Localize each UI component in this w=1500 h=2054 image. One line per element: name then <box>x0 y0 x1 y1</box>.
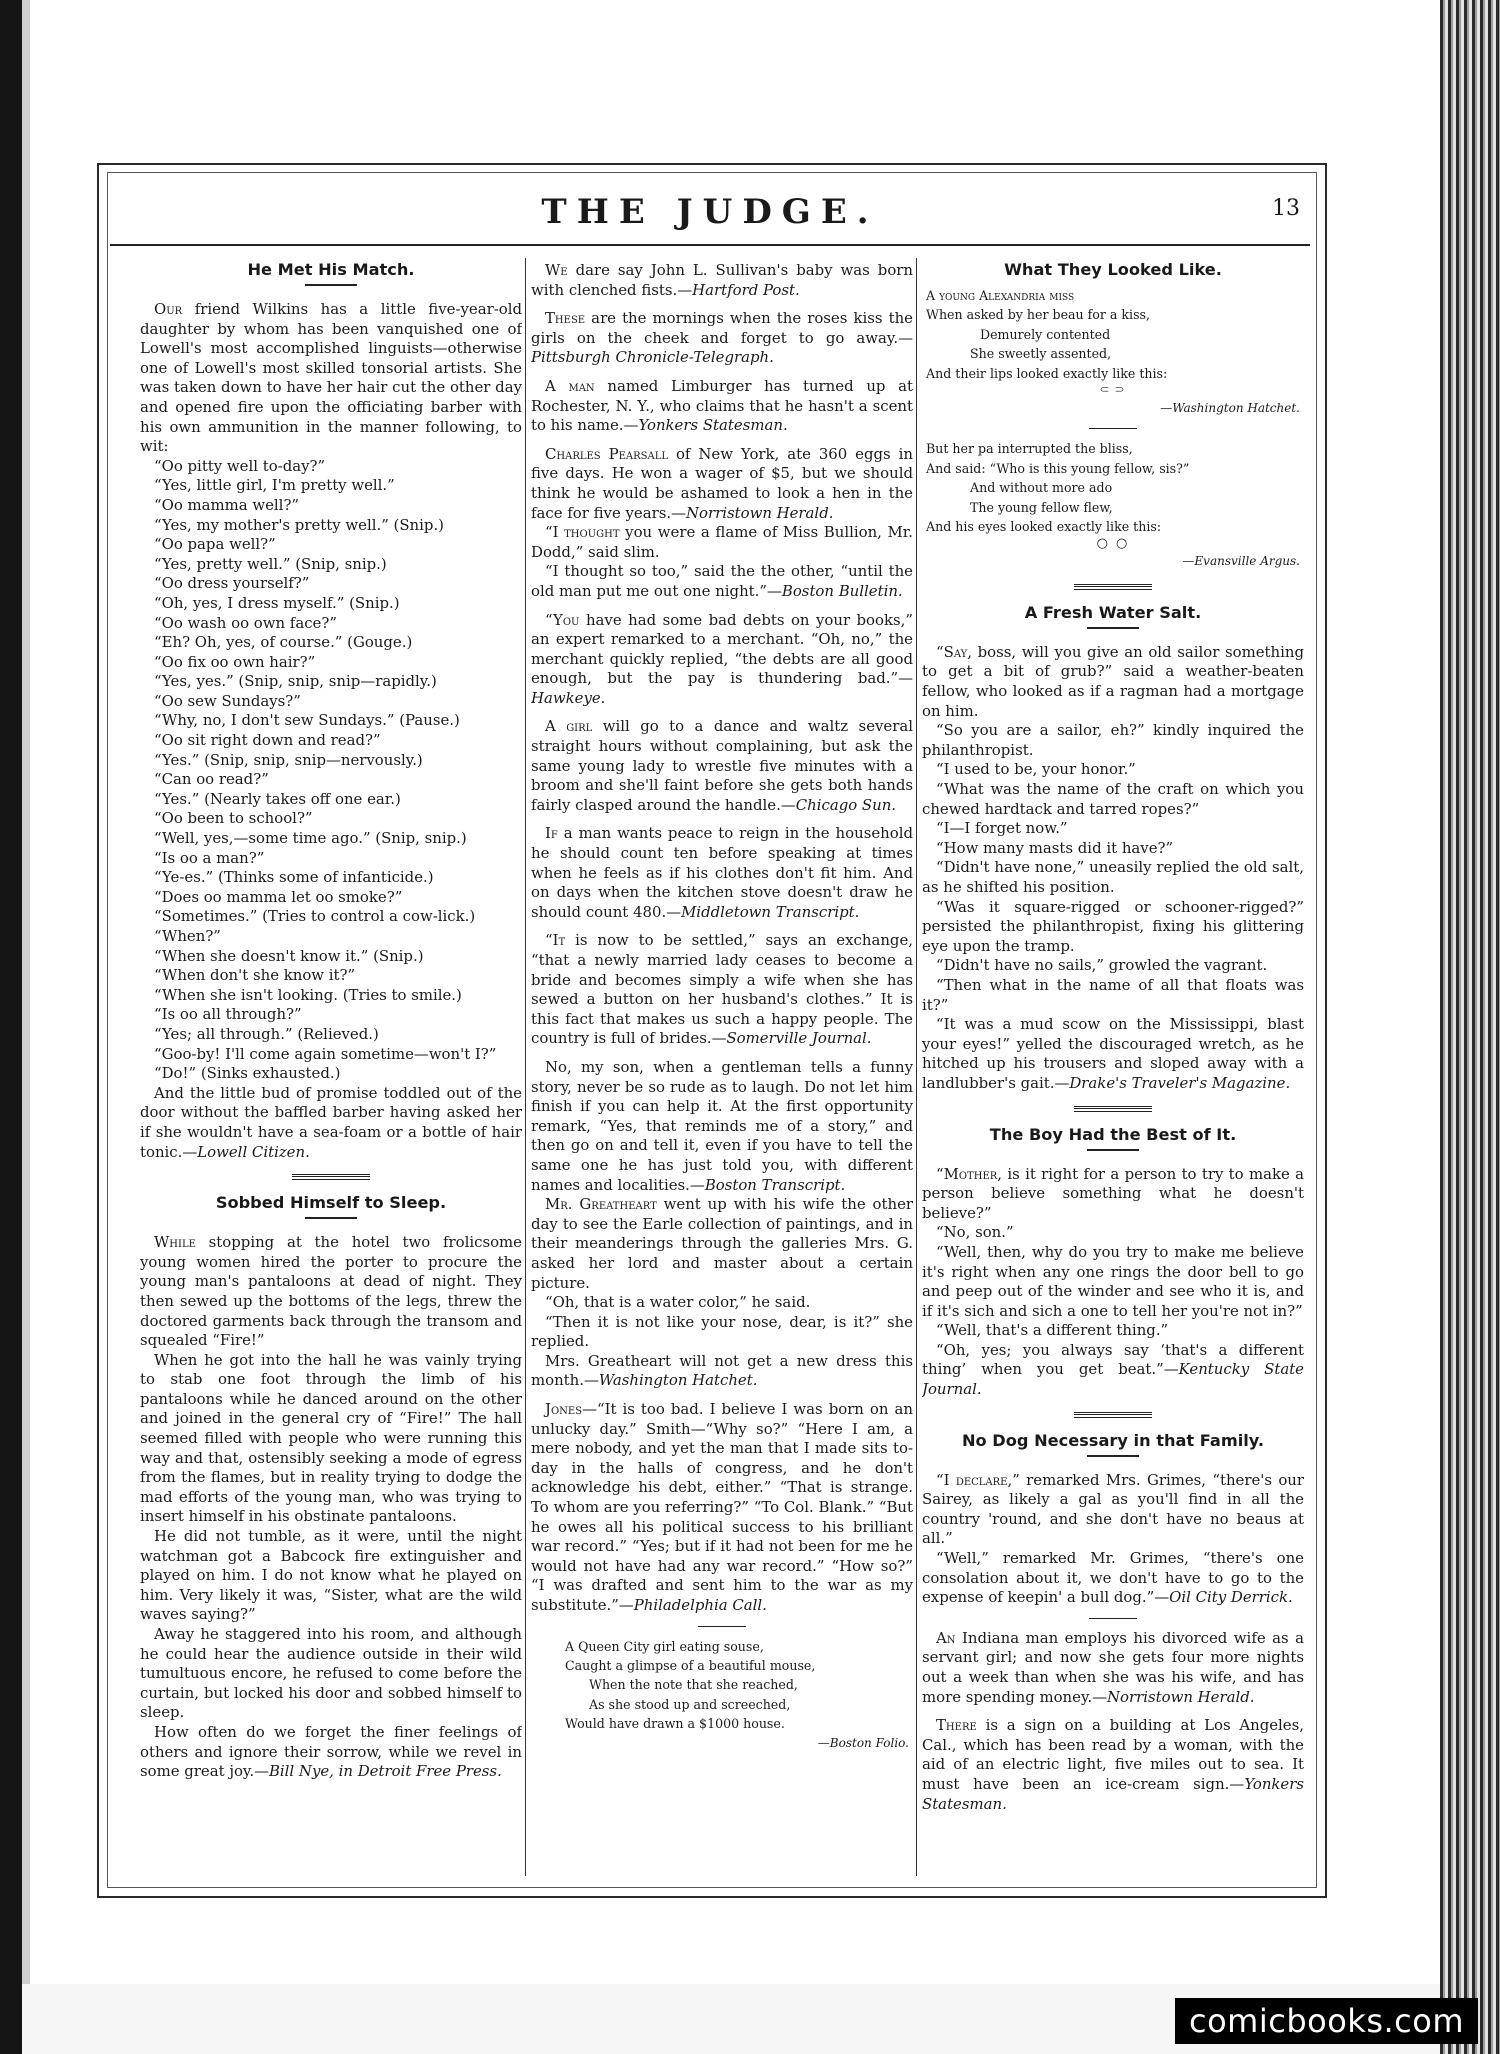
poem-line: And their lips looked exactly like this: <box>926 365 1168 381</box>
section-separator <box>292 1174 370 1180</box>
lead-word: A man <box>545 376 595 395</box>
paragraph-text: went up with his wife the other day to see the Earle collection of paintings, and in their meanderings through the galleries Mrs. G. asked her lord and master about a certain picture. <box>531 1195 913 1292</box>
paragraph-text: “Well,” remarked Mr. Grimes, “there's one consolation about it, we don't have to go to the expense of keepin' a bull dog.”— <box>922 1549 1304 1607</box>
masthead-title: THE JUDGE. <box>541 192 879 232</box>
source-credit: Boston Transcript. <box>704 1175 846 1194</box>
paragraph-text: boss, will you give an old sailor something to get a bit of grub?” said a weather-beaten fellow, who looked as if a ragman had a mortgage on him. <box>922 642 1304 720</box>
source-credit: Philadelphia Call. <box>633 1596 767 1614</box>
dialogue-line: “Oo fix oo own hair?” <box>154 652 316 671</box>
article-paragraph <box>922 858 1304 897</box>
article-paragraph <box>531 377 913 436</box>
dialogue-line: “Yes.” (Nearly takes off one ear.) <box>154 789 401 808</box>
poem-line-text: A young Alexandria miss <box>926 288 1075 303</box>
dialogue-line: “When?” <box>154 927 221 945</box>
column-1 <box>140 252 522 1880</box>
heading-rule <box>1087 627 1139 629</box>
book-binding-edge <box>1440 0 1500 2054</box>
paragraph-text: No, my son, when a gentleman tells a funny story, never be so rude as to laugh. Do not let him finish if you can help it. At the first opportunity remark, “Yes, that reminds me of a story,” and then go on and tell it, even if you have to tell the same one he has just told you, with different names and localities.— <box>531 1057 913 1194</box>
dialogue-line: “Sometimes.” (Tries to control a cow-lick.) <box>154 907 476 926</box>
article-paragraph <box>140 1084 522 1162</box>
article-paragraph <box>922 898 1304 957</box>
dialogue-lines <box>922 1165 1304 1341</box>
article-paragraph <box>922 643 1304 721</box>
dialogue-line: “Do!” (Sinks exhausted.) <box>154 1064 341 1083</box>
dialogue-line: “When don't she know it?” <box>154 966 356 985</box>
article-heading: No Dog Necessary in that Family. <box>961 1430 1265 1450</box>
article-heading: The Boy Had the Best of It. <box>989 1124 1237 1144</box>
paragraph-text: “Well, then, why do you try to make me believe it's right when any one rings the door bell to go and peep out of the winder and see who it is, and if it's sich and sich a one to tell her you're not in?” <box>922 1242 1304 1320</box>
dialogue-line: “Oo wash oo own face?” <box>154 613 337 632</box>
poem-line: And his eyes looked exactly like this: <box>926 519 1162 535</box>
paragraph-text: is a sign on a building at Los Angeles, Cal., which has been read by a woman, with the aid of an electric light, five miles out to sea. It must have been an ice-cream sign.— <box>922 1716 1304 1793</box>
article-heading: A Fresh Water Salt. <box>1024 602 1202 622</box>
paragraph-text: is now to be settled,” says an exchange, “that a newly married lady ceases to become a bride and becomes simply a wife when she has sewed a button on her husband's clothes.” It is this fact that makes us such a happy people. The country is full of brides.— <box>531 931 913 1048</box>
dialogue-line: “Is oo a man?” <box>154 848 265 867</box>
paragraph-text: —“It is too bad. I believe I was born on an unlucky day.” Smith—“Why so?” “Here I am, a mere nobody, and yet the man that I made sits to-day in the halls of congress, and he don't acknowledge his debt, either.” “That is strange. To whom are you referring?” “To Col. Blank.” “But he owes all his political success to his brilliant war record.” “Yes; but if it had not been for me he would not have had any war record.” “How so?” “I was drafted and sent him to the war as my substitute.”— <box>531 1400 913 1614</box>
poem-line: Would have drawn a $1000 house. <box>565 1716 785 1732</box>
poem-line: Demurely contented <box>980 326 1111 342</box>
article-paragraph <box>531 1313 913 1352</box>
paragraph-text: “Didn't have no sails,” growled the vagrant. <box>936 956 1268 975</box>
masthead-rule <box>110 244 1310 246</box>
lead-word: Charles Pearsall <box>545 444 669 463</box>
left-page-edge <box>0 0 22 2054</box>
dialogue-line: “Yes, little girl, I'm pretty well.” <box>154 476 395 495</box>
lead-word: There <box>936 1716 977 1735</box>
dialogue-line: “Yes; all through.” (Relieved.) <box>154 1024 379 1043</box>
dialogue-line: “Can oo read?” <box>154 770 269 789</box>
article-paragraph <box>922 1243 1304 1321</box>
lead-word: “You <box>545 610 580 629</box>
article-paragraph <box>531 523 913 562</box>
heading-rule <box>305 1217 357 1219</box>
poem-line: And without more ado <box>970 480 1113 496</box>
source-credit: Norristown Herald. <box>1107 1687 1255 1706</box>
poem <box>531 1637 913 1753</box>
article-paragraph <box>531 445 913 523</box>
paragraph-text: you were a flame of Miss Bullion, Mr. Dodd,” said slim. <box>531 523 913 561</box>
article-heading: He Met His Match. <box>247 260 415 279</box>
lead-word: While <box>154 1233 196 1252</box>
source-credit: Bill Nye, in Detroit Free Press. <box>268 1762 502 1781</box>
dialogue-line: “Oo sit right down and read?” <box>154 731 381 750</box>
lead-word: “It <box>545 931 566 950</box>
news-items <box>531 261 913 523</box>
dialogue-lines <box>922 643 1304 1015</box>
paragraph-text: dare say John L. Sullivan's baby was born with clenched fists.— <box>531 261 913 299</box>
source-credit: Kentucky State Journal. <box>922 1360 1304 1399</box>
source-credit: Oil City Derrick. <box>1169 1588 1293 1607</box>
article-paragraph <box>922 1716 1304 1814</box>
dialogue-line: “When she doesn't know it.” (Snip.) <box>154 946 424 965</box>
source-credit: Washington Hatchet. <box>598 1371 758 1390</box>
article-paragraph: Away he staggered into his room, and although he could hear the audience outside in their wild tumultuous encore, he refused to come before the curtain, but locked his door and sobbed himself to sleep. <box>140 1625 522 1722</box>
paragraph-text: “Then what in the name of all that floats was it?” <box>922 975 1304 1014</box>
paragraph-text: And the little bud of promise toddled out of the door without the baffled barber having asked her if she wouldn't have a sea-foam or a bottle of hair tonic.— <box>140 1083 522 1161</box>
poem-line: When asked by her beau for a kiss, <box>926 307 1151 323</box>
poem-line: A Queen City girl eating souse, <box>565 1638 764 1654</box>
column-3 <box>922 252 1304 1880</box>
article-paragraph <box>531 1400 913 1616</box>
lips-glyph: ⸦⸧ <box>1097 383 1128 399</box>
paragraph-text: “What was the name of the craft on which you chewed hardtack and tarred ropes?” <box>922 780 1304 818</box>
article-paragraph <box>531 309 913 368</box>
paragraph-text: “How many masts did it have?” <box>936 838 1174 857</box>
article-heading: Sobbed Himself to Sleep. <box>215 1193 447 1213</box>
article-paragraph <box>531 931 913 1049</box>
paragraph-text: friend Wilkins has a little five-year-old daughter by whom has been vanquished one of Lowell's most accomplished linguists—otherwise one of Lowell's most skilled tonsorial artists. She was taken down to have her hair cut the other day and opened fire upon the officiating barber with his own ammunition in the manner following, to wit: <box>140 300 522 456</box>
paragraph-text: “Oh, yes; you always say ‘that's a different thing’ when you get beat.”— <box>922 1340 1304 1379</box>
article-paragraph <box>531 824 913 922</box>
dialogue-line: “Does oo mamma let oo smoke?” <box>154 887 403 906</box>
article-paragraph <box>922 721 1304 760</box>
dialogue-line: “Oo been to school?” <box>154 809 313 828</box>
paragraph-text: “Then it is not like your nose, dear, is it?” she replied. <box>531 1312 913 1351</box>
page-number: 13 <box>1272 196 1300 221</box>
article-paragraph <box>140 1233 522 1351</box>
lead-word: An <box>936 1628 956 1647</box>
dialogue-line: “Oo papa well?” <box>154 535 276 554</box>
dialogue-line: “Oo sew Sundays?” <box>154 691 301 710</box>
lead-word: These <box>545 309 586 328</box>
dialogue-lines <box>140 457 522 1084</box>
article-paragraph <box>922 780 1304 819</box>
column-rule-1 <box>525 258 526 1876</box>
news-items <box>531 611 913 1196</box>
paragraph-text: “I—I forget now.” <box>936 819 1068 838</box>
article-paragraph <box>531 1195 913 1293</box>
source-credit: Yonkers Statesman. <box>922 1774 1304 1813</box>
article-paragraph <box>922 819 1304 839</box>
source-credit: Boston Bulletin. <box>781 581 903 600</box>
article-paragraph <box>922 1471 1304 1549</box>
source-credit: Hartford Post. <box>692 280 800 299</box>
eyes-glyph: ○ ○ <box>1096 536 1130 552</box>
paragraph-text: have had some bad debts on your books,” an expert remarked to a merchant. “Oh, no,” the merchant quickly replied, “the debts are all good enough, but the pay is thundering bad.”— <box>531 610 913 688</box>
poem-line: And said: “Who is this young fellow, sis?” <box>926 460 1190 476</box>
news-items <box>922 1629 1304 1814</box>
lead-word: “I declare,” <box>936 1470 1020 1489</box>
paragraph-text: “Didn't have none,” uneasily replied the old salt, as he shifted his position. <box>922 858 1304 896</box>
source-credit: Hawkeye. <box>531 688 606 707</box>
source-credit: Middletown Transcript. <box>681 902 860 921</box>
section-separator <box>1089 1618 1137 1619</box>
lead-word: “I thought <box>545 523 620 542</box>
paragraph-text: Mrs. Greatheart will not get a new dress this month.— <box>531 1351 913 1390</box>
section-separator <box>698 1626 746 1627</box>
dialogue-line: “Oo mamma well?” <box>154 495 300 514</box>
dialogue-line: “Why, no, I don't sew Sundays.” (Pause.) <box>154 711 460 730</box>
paragraph-text: remarked Mrs. Grimes, “there's our Sairey, as likely a gal as you'll find in all the country 'round, and she don't have no beaus at all.” <box>922 1470 1304 1548</box>
article-paragraph <box>922 839 1304 859</box>
source-credit: Lowell Citizen. <box>197 1142 310 1161</box>
paragraph-text: named Limburger has turned up at Rochester, N. Y., who claims that he hasn't a scent to his name.— <box>531 376 913 435</box>
dialogue-line: “Yes, yes.” (Snip, snip, snip—rapidly.) <box>154 672 437 691</box>
source-credit: Yonkers Statesman. <box>638 416 788 435</box>
dialogue-line: “Yes.” (Snip, snip, snip—nervously.) <box>154 750 423 769</box>
lead-word: If <box>545 824 558 843</box>
article-paragraph <box>531 717 913 815</box>
article-paragraph: When he got into the hall he was vainly trying to stab one foot through the limb of his pantaloons while he danced around on the other and joined in the general cry of “Fire!” The hall seemed filled with people who were running this way and that, ostensibly seeking a mode of egress from the flames, but in reality trying to dodge the mad efforts of the young man, who was trying to insert himself in his obstinate pantaloons. <box>140 1350 522 1526</box>
article-paragraph <box>922 1015 1304 1093</box>
article-paragraph <box>922 1321 1304 1341</box>
poem-line: Caught a glimpse of a beautiful mouse, <box>565 1658 816 1673</box>
dialogue-line: “Ye-es.” (Thinks some of infanticide.) <box>154 868 434 887</box>
poem-line: As she stood up and screeched, <box>589 1696 791 1712</box>
lead-word: Mr. Greatheart <box>545 1195 657 1214</box>
poem <box>922 286 1304 418</box>
source-credit: Drake's Traveler's Magazine. <box>1069 1073 1291 1092</box>
site-watermark: comicbooks.com <box>1175 1998 1478 2044</box>
article-paragraph <box>531 261 913 300</box>
article-heading: What They Looked Like. <box>1004 260 1222 279</box>
news-items <box>531 1195 913 1391</box>
paragraph-text: is it right for a person to try to make a person believe something what he doesn't believe?” <box>922 1164 1304 1222</box>
poem-attribution: —Boston Folio. <box>817 1735 909 1750</box>
article-paragraph <box>922 1549 1304 1608</box>
paragraph-text: “No, son.” <box>936 1223 1014 1242</box>
section-separator <box>1074 1106 1152 1112</box>
column-2 <box>531 252 913 1880</box>
dialogue-line: “Is oo all through?” <box>154 1005 302 1024</box>
source-credit: Chicago Sun. <box>795 795 897 814</box>
lead-word: “Mother, <box>936 1164 1003 1183</box>
left-page-margin <box>22 0 30 2054</box>
poem-attribution: —Washington Hatchet. <box>1160 401 1300 416</box>
dialogue-line: “Yes, pretty well.” (Snip, snip.) <box>154 554 387 573</box>
article-paragraph <box>140 300 522 457</box>
poem-line: The young fellow flew, <box>970 499 1113 515</box>
heading-rule <box>1087 1149 1139 1151</box>
paragraph-text: How often do we forget the finer feelings of others and ignore their sorrow, while we revel in some great joy.— <box>140 1722 522 1781</box>
paragraph-text: “So you are a sailor, eh?” kindly inquired the philanthropist. <box>922 721 1304 759</box>
paragraph-text: “Was it square-rigged or schooner-rigged?” persisted the philanthropist, fixing his glittering eye upon the tramp. <box>922 897 1304 955</box>
paragraph-text: “Well, that's a different thing.” <box>936 1321 1169 1340</box>
dialogue-line: “When she isn't looking. (Tries to smile.) <box>154 985 462 1004</box>
paragraph-text: stopping at the hotel two frolicsome young women hired the porter to procure the young man's pantaloons at dead of night. They then sewed up the bottoms of the legs, threw the doctored garments back through the transom and squealed “Fire!” <box>140 1233 522 1350</box>
dialogue-line: “Oh, yes, I dress myself.” (Snip.) <box>154 593 400 612</box>
lead-word: “Say, <box>936 642 972 661</box>
article-paragraph <box>531 1058 913 1195</box>
article-paragraph <box>531 611 913 709</box>
paragraph-text: “I thought so too,” said the the other, “until the old man put me out one night.”— <box>531 562 913 600</box>
dialogue-line: “Well, yes,—some time ago.” (Snip, snip.) <box>154 829 467 848</box>
source-credit: Norristown Herald. <box>685 503 834 522</box>
paragraph-text: “Oh, that is a water color,” he said. <box>545 1293 811 1312</box>
heading-rule <box>305 284 357 286</box>
poem-attribution: —Evansville Argus. <box>1182 554 1300 569</box>
article-paragraph <box>531 562 913 601</box>
poem-line: But her pa interrupted the bliss, <box>926 441 1133 457</box>
paragraph-text: of New York, ate 360 eggs in five days. He won a wager of $5, but we should think he would be ashamed to look a hen in the face for five years.— <box>531 444 913 522</box>
column-rule-2 <box>916 258 917 1876</box>
article-paragraph <box>922 1165 1304 1224</box>
source-credit: Pittsburgh Chronicle-Telegraph. <box>531 348 774 367</box>
dialogue-line: “Oo dress yourself?” <box>154 574 310 593</box>
paragraph-text: will go to a dance and waltz several straight hours without complaining, but ask the same young lady to wrestle five minutes with a broom and she'll faint before she gets both hands fairly clasped around the handle.— <box>531 717 913 814</box>
poem-line: When the note that she reached, <box>589 1677 798 1693</box>
paragraph-text: Indiana man employs his divorced wife as a servant girl; and now she gets four more nights out a week than when she was his wife, and has more spending money.— <box>922 1628 1304 1706</box>
section-separator <box>1074 584 1152 590</box>
source-credit: Somerville Journal. <box>726 1029 872 1048</box>
article-paragraph <box>922 956 1304 976</box>
dialogue-line: “Yes, my mother's pretty well.” (Snip.) <box>154 515 444 534</box>
masthead <box>110 192 1310 244</box>
heading-rule <box>1087 1455 1139 1457</box>
paragraph-text: a man wants peace to reign in the household he should count ten before speaking at times when he feels as if his clothes don't fit him. And on days when the kitchen stove doesn't draw he should count 480.— <box>531 824 913 921</box>
poem <box>922 439 1304 571</box>
article-paragraph <box>922 976 1304 1015</box>
article-paragraph: He did not tumble, as it were, until the night watchman got a Babcock fire extinguisher and played on him. I do not know what he played on him. Very likely it was, “Sister, what are the wild waves saying?” <box>140 1527 522 1624</box>
article-paragraph <box>531 1352 913 1391</box>
paragraph-text: are the mornings when the roses kiss the girls on the cheek and forget to go away.— <box>531 309 913 347</box>
lead-word: Jones <box>545 1400 583 1419</box>
article-paragraph <box>922 760 1304 780</box>
poem-line <box>922 286 1304 305</box>
lead-word: A girl <box>545 717 593 736</box>
dialogue-line: “Oo pitty well to-day?” <box>154 456 326 475</box>
paragraph-text: “It was a mud scow on the Mississippi, blast your eyes!” yelled the discouraged wretch, as he hitched up his trousers and sloped away with a landlubber's gait.— <box>922 1015 1304 1092</box>
article-paragraph <box>531 1293 913 1313</box>
article-paragraph <box>140 1723 522 1782</box>
lead-word: Our <box>154 300 183 318</box>
section-separator <box>1089 428 1137 429</box>
poem-line: She sweetly assented, <box>970 346 1112 362</box>
article-paragraph <box>922 1223 1304 1243</box>
lead-word: We <box>545 261 568 279</box>
dialogue-line: “Eh? Oh, yes, of course.” (Gouge.) <box>154 633 413 652</box>
article-paragraph <box>922 1629 1304 1707</box>
section-separator <box>1074 1412 1152 1418</box>
paragraph-text: “I used to be, your honor.” <box>936 760 1136 779</box>
article-paragraph <box>922 1341 1304 1400</box>
news-items <box>531 523 913 601</box>
dialogue-line: “Goo-by! I'll come again sometime—won't I?” <box>154 1044 497 1063</box>
